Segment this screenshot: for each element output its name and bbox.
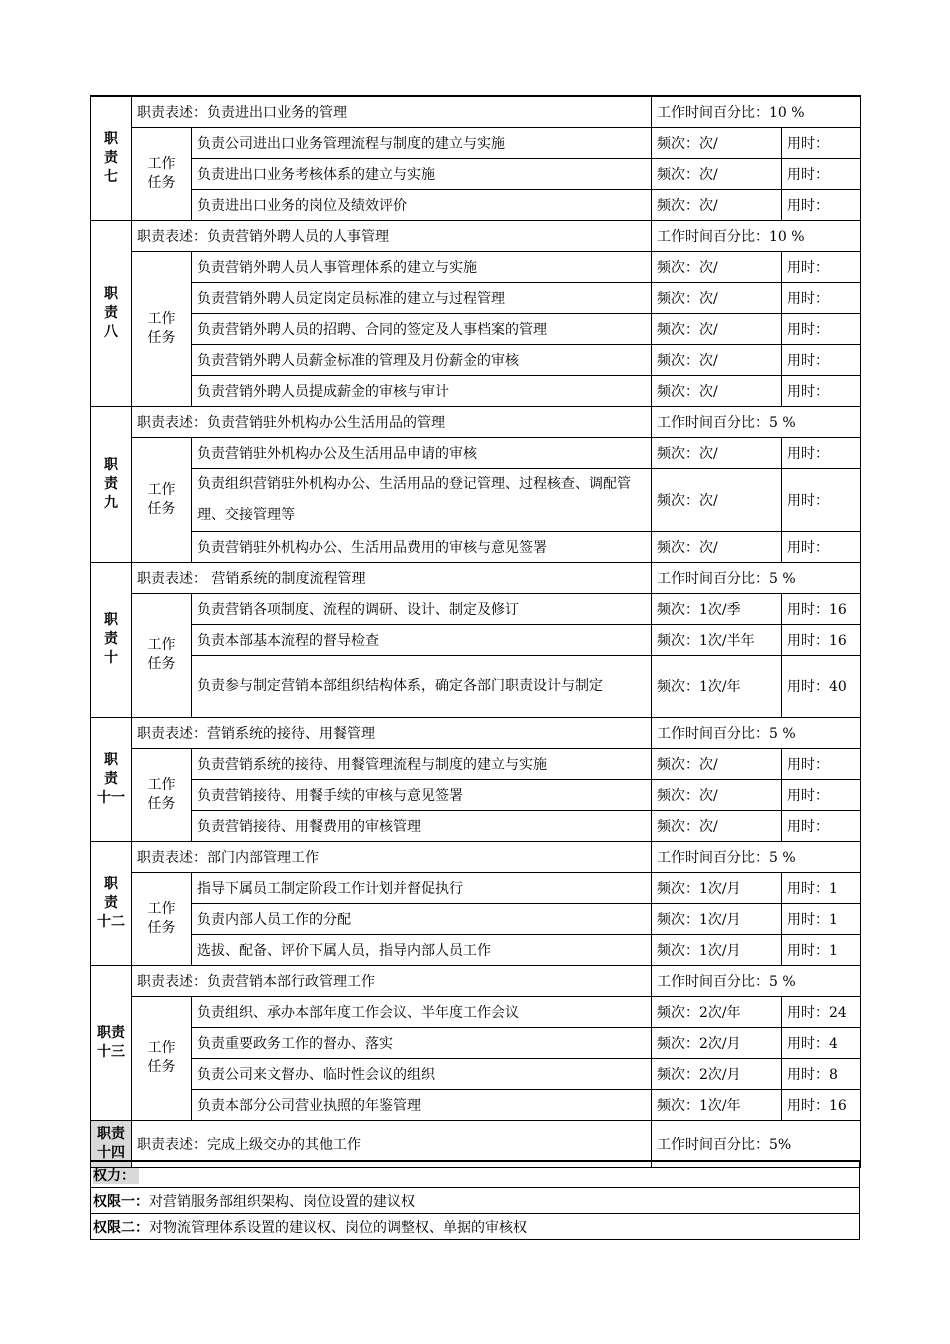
- task-usage: [782, 779, 861, 810]
- task-row: [91, 437, 861, 468]
- time-percent-label: 工作时间百分比：: [657, 228, 769, 245]
- duty-block-char: 十三: [97, 1043, 125, 1060]
- usage-value: 8: [829, 1066, 838, 1083]
- task-label-line1: 工作: [147, 310, 176, 327]
- task-label-line2: 任务: [147, 329, 176, 346]
- task-row: [91, 996, 861, 1027]
- task-usage: [782, 127, 861, 158]
- duty-block-label: [91, 717, 132, 841]
- duty-block-char: 职: [104, 875, 118, 892]
- task-text: 负责组织、承办本部年度工作会议、半年度工作会议: [192, 996, 652, 1027]
- task-text: 负责公司进出口业务管理流程与制度的建立与实施: [192, 127, 652, 158]
- task-usage: [782, 251, 861, 282]
- duty-description: [132, 562, 652, 593]
- task-usage: [782, 748, 861, 779]
- duty-block-char: 十四: [97, 1144, 125, 1161]
- task-label-line2: 任务: [147, 1059, 176, 1075]
- duty-block-char: 职: [104, 612, 118, 628]
- duty-block-char: 职: [104, 285, 118, 302]
- duty-block-char: 九: [104, 494, 118, 511]
- frequency-label: 频次：: [657, 818, 699, 835]
- task-label-line1: 工作: [147, 1040, 176, 1056]
- usage-label: 用时：: [787, 259, 829, 276]
- usage-label: 用时：: [787, 679, 829, 695]
- frequency-value: 次/: [699, 166, 718, 183]
- frequency-value: 次/: [699, 818, 718, 835]
- frequency-value: 次/: [699, 352, 718, 369]
- frequency-value: 次/: [699, 787, 718, 804]
- duty-description-text: 营销系统的接待、用餐管理: [207, 725, 375, 742]
- task-frequency: [652, 375, 782, 406]
- frequency-label: 频次：: [657, 679, 699, 695]
- task-text: 负责进出口业务考核体系的建立与实施: [192, 158, 652, 189]
- duty-time-percent: [652, 406, 861, 437]
- frequency-value: 1次/年: [699, 1097, 741, 1114]
- frequency-label: 频次：: [657, 1066, 699, 1083]
- task-frequency: [652, 810, 782, 841]
- frequency-value: 次/: [699, 290, 718, 307]
- task-text: 选拔、配备、评价下属人员，指导内部人员工作: [192, 934, 652, 965]
- duty-description: [132, 406, 652, 437]
- usage-value: 40: [829, 679, 847, 695]
- usage-label: 用时：: [787, 445, 829, 462]
- frequency-label: 频次：: [657, 756, 699, 773]
- task-label-line2: 任务: [147, 500, 176, 517]
- duty-description-label: 职责表述：: [137, 849, 207, 866]
- task-label: [132, 593, 192, 717]
- time-percent-label: 工作时间百分比：: [657, 414, 769, 431]
- duty-description-label: 职责表述：: [137, 228, 207, 245]
- task-row: [91, 1027, 861, 1058]
- task-row: [91, 593, 861, 624]
- task-usage: [782, 903, 861, 934]
- task-usage: [782, 934, 861, 965]
- duty-description-label: 职责表述：: [137, 570, 207, 587]
- duty-description-label: 职责表述：: [137, 414, 207, 431]
- task-label: [132, 437, 192, 562]
- right-row-2: [91, 1214, 860, 1240]
- task-frequency: [652, 1027, 782, 1058]
- task-text: 负责营销驻外机构办公、生活用品费用的审核与意见签署: [192, 531, 652, 562]
- frequency-label: 频次：: [657, 166, 699, 183]
- frequency-label: 频次：: [657, 632, 699, 649]
- duty-block-char: 十二: [97, 913, 125, 930]
- frequency-label: 频次：: [657, 445, 699, 462]
- task-usage: [782, 872, 861, 903]
- task-frequency: [652, 903, 782, 934]
- frequency-label: 频次：: [657, 135, 699, 152]
- task-label-line1: 工作: [147, 481, 176, 498]
- task-frequency: [652, 1089, 782, 1120]
- duties-table: [90, 95, 861, 1168]
- usage-label: 用时：: [787, 383, 829, 400]
- duty-description-text: 完成上级交办的其他工作: [207, 1136, 361, 1153]
- task-row: [91, 903, 861, 934]
- task-frequency: [652, 1058, 782, 1089]
- task-text: 负责营销系统的接待、用餐管理流程与制度的建立与实施: [192, 748, 652, 779]
- usage-label: 用时：: [787, 197, 829, 214]
- task-label: [132, 127, 192, 220]
- usage-label: 用时：: [787, 818, 829, 835]
- task-frequency: [652, 748, 782, 779]
- duty-time-percent: [652, 717, 861, 748]
- time-percent-value: 5 %: [769, 414, 796, 431]
- task-usage: [782, 158, 861, 189]
- task-frequency: [652, 344, 782, 375]
- task-frequency: [652, 593, 782, 624]
- frequency-label: 频次：: [657, 601, 699, 618]
- task-label-line1: 工作: [147, 900, 176, 917]
- duty-description: [132, 220, 652, 251]
- duty-header-row: [91, 841, 861, 872]
- duty-block-label: [91, 220, 132, 406]
- task-frequency: [652, 251, 782, 282]
- task-text: 负责营销外聘人员的招聘、合同的签定及人事档案的管理: [192, 313, 652, 344]
- usage-label: 用时：: [787, 942, 829, 959]
- time-percent-label: 工作时间百分比：: [657, 104, 769, 121]
- time-percent-value: 10 %: [769, 228, 805, 245]
- task-usage: [782, 624, 861, 655]
- time-percent-label: 工作时间百分比：: [657, 570, 769, 587]
- task-text: 负责营销外聘人员提成薪金的审核与审计: [192, 375, 652, 406]
- frequency-value: 次/: [699, 259, 718, 276]
- task-label-line2: 任务: [147, 174, 176, 191]
- duty-description: [132, 841, 652, 872]
- task-frequency: [652, 624, 782, 655]
- task-text: 负责内部人员工作的分配: [192, 903, 652, 934]
- duty-time-percent: [652, 220, 861, 251]
- usage-label: 用时：: [787, 166, 829, 183]
- frequency-value: 2次/年: [699, 1004, 741, 1021]
- task-frequency: [652, 531, 782, 562]
- task-text: 负责营销外聘人员人事管理体系的建立与实施: [192, 251, 652, 282]
- duty-block-label: [91, 406, 132, 562]
- duty-block-char: 职: [104, 130, 118, 147]
- task-usage: [782, 1089, 861, 1120]
- task-row: [91, 624, 861, 655]
- task-text: 负责营销驻外机构办公及生活用品申请的审核: [192, 437, 652, 468]
- duty-block-label: [91, 562, 132, 717]
- task-text: 负责营销接待、用餐手续的审核与意见签署: [192, 779, 652, 810]
- duty-block-char: 责: [104, 475, 118, 492]
- duty-description-text: 负责进出口业务的管理: [207, 104, 347, 121]
- task-usage: [782, 1027, 861, 1058]
- task-row: [91, 375, 861, 406]
- task-usage: [782, 344, 861, 375]
- task-row: [91, 810, 861, 841]
- task-label-line1: 工作: [147, 155, 176, 172]
- duty-description-text: 负责营销外聘人员的人事管理: [207, 228, 389, 245]
- task-usage: [782, 996, 861, 1027]
- task-row: [91, 158, 861, 189]
- usage-label: 用时：: [787, 321, 829, 338]
- time-percent-value: 5 %: [769, 570, 796, 587]
- time-percent-value: 5 %: [769, 725, 796, 742]
- frequency-label: 频次：: [657, 352, 699, 369]
- task-row: [91, 344, 861, 375]
- duty-header-row: [91, 96, 861, 127]
- duty-block-char: 职责: [97, 1125, 125, 1142]
- duty-description-text: 负责营销本部行政管理工作: [207, 973, 375, 990]
- task-frequency: [652, 189, 782, 220]
- task-row: [91, 468, 861, 531]
- time-percent-label: 工作时间百分比：: [657, 1136, 769, 1153]
- duty-time-percent: [652, 96, 861, 127]
- task-frequency: [652, 282, 782, 313]
- task-frequency: [652, 158, 782, 189]
- usage-label: 用时：: [787, 352, 829, 369]
- duty-description-label: 职责表述：: [137, 973, 207, 990]
- task-label-line1: 工作: [147, 637, 176, 653]
- duty-block-char: 责: [104, 631, 118, 647]
- duty-block-char: 责: [104, 894, 118, 911]
- duty-description: [132, 96, 652, 127]
- authority-table: [90, 1160, 860, 1240]
- frequency-label: 频次：: [657, 787, 699, 804]
- task-usage: [782, 313, 861, 344]
- frequency-value: 次/: [699, 383, 718, 400]
- duty-block-label: [91, 96, 132, 220]
- frequency-value: 次/: [699, 197, 718, 214]
- authority-row: [91, 1161, 860, 1188]
- duty-block-char: 职责: [97, 1024, 125, 1041]
- task-usage: [782, 282, 861, 313]
- task-row: [91, 127, 861, 158]
- duty-block-char: 八: [104, 323, 118, 340]
- task-row: [91, 189, 861, 220]
- task-text: 负责公司来文督办、临时性会议的组织: [192, 1058, 652, 1089]
- task-usage: [782, 189, 861, 220]
- duty-time-percent: [652, 562, 861, 593]
- frequency-value: 1次/月: [699, 911, 741, 928]
- task-row: [91, 872, 861, 903]
- task-label-line2: 任务: [147, 656, 176, 672]
- frequency-value: 次/: [699, 756, 718, 773]
- frequency-value: 次/: [699, 135, 718, 152]
- task-row: [91, 779, 861, 810]
- frequency-value: 1次/月: [699, 880, 741, 897]
- time-percent-value: 5 %: [769, 973, 796, 990]
- right-2-text: 对物流管理体系设置的建议权、岗位的调整权、单据的审核权: [149, 1219, 527, 1236]
- frequency-label: 频次：: [657, 911, 699, 928]
- task-text: 负责本部分公司营业执照的年鉴管理: [192, 1089, 652, 1120]
- duty-description: [132, 717, 652, 748]
- duty-block-char: 责: [104, 304, 118, 321]
- duty-block-char: 十: [104, 650, 118, 666]
- time-percent-label: 工作时间百分比：: [657, 725, 769, 742]
- task-row: [91, 1089, 861, 1120]
- frequency-label: 频次：: [657, 942, 699, 959]
- time-percent-value: 10 %: [769, 104, 805, 121]
- usage-label: 用时：: [787, 1097, 829, 1114]
- task-usage: [782, 593, 861, 624]
- task-text: 负责营销外聘人员定岗定员标准的建立与过程管理: [192, 282, 652, 313]
- task-frequency: [652, 872, 782, 903]
- duty-description-label: 职责表述：: [137, 725, 207, 742]
- task-frequency: [652, 934, 782, 965]
- task-usage: [782, 375, 861, 406]
- duty-header-row: [91, 562, 861, 593]
- frequency-label: 频次：: [657, 321, 699, 338]
- duty-time-percent: [652, 965, 861, 996]
- usage-label: 用时：: [787, 539, 829, 556]
- task-label: [132, 748, 192, 841]
- duty-description-label: 职责表述：: [137, 1136, 207, 1153]
- right-1-text: 对营销服务部组织架构、岗位设置的建议权: [149, 1193, 415, 1210]
- frequency-value: 次/: [699, 445, 718, 462]
- task-label-line2: 任务: [147, 795, 176, 812]
- usage-value: 16: [829, 1097, 847, 1114]
- frequency-value: 2次/月: [699, 1035, 741, 1052]
- frequency-label: 频次：: [657, 492, 699, 509]
- usage-value: 1: [829, 942, 838, 959]
- duty-description-text: 部门内部管理工作: [207, 849, 319, 866]
- frequency-value: 2次/月: [699, 1066, 741, 1083]
- duty-description-text: 营销系统的制度流程管理: [207, 570, 366, 587]
- usage-label: 用时：: [787, 756, 829, 773]
- authority-label: 权力：: [93, 1168, 139, 1184]
- duty-description: [132, 965, 652, 996]
- usage-value: 16: [829, 601, 847, 618]
- time-percent-label: 工作时间百分比：: [657, 849, 769, 866]
- task-text: 负责营销各项制度、流程的调研、设计、制定及修订: [192, 593, 652, 624]
- frequency-label: 频次：: [657, 383, 699, 400]
- duty-description-text: 负责营销驻外机构办公生活用品的管理: [207, 414, 445, 431]
- frequency-label: 频次：: [657, 1035, 699, 1052]
- frequency-label: 频次：: [657, 290, 699, 307]
- frequency-label: 频次：: [657, 1004, 699, 1021]
- duty-description-label: 职责表述：: [137, 104, 207, 121]
- duties-body: [91, 96, 861, 1167]
- usage-value: 16: [829, 632, 847, 649]
- task-usage: [782, 810, 861, 841]
- task-text: 负责重要政务工作的督办、落实: [192, 1027, 652, 1058]
- duty-block-char: 十一: [97, 789, 125, 806]
- task-text: 负责营销外聘人员薪金标准的管理及月份薪金的审核: [192, 344, 652, 375]
- duty-header-row: [91, 220, 861, 251]
- frequency-value: 次/: [699, 492, 718, 509]
- duty-block-char: 责: [104, 149, 118, 166]
- time-percent-label: 工作时间百分比：: [657, 973, 769, 990]
- usage-label: 用时：: [787, 911, 829, 928]
- duty-block-char: 职: [104, 751, 118, 768]
- frequency-label: 频次：: [657, 259, 699, 276]
- duty-header-row: [91, 717, 861, 748]
- task-row: [91, 748, 861, 779]
- right-row-1: [91, 1188, 860, 1214]
- task-label: [132, 996, 192, 1120]
- frequency-label: 频次：: [657, 197, 699, 214]
- usage-label: 用时：: [787, 290, 829, 307]
- time-percent-value: 5%: [769, 1136, 792, 1153]
- task-row: [91, 655, 861, 717]
- task-label: [132, 872, 192, 965]
- frequency-label: 频次：: [657, 1097, 699, 1114]
- usage-label: 用时：: [787, 135, 829, 152]
- usage-label: 用时：: [787, 1035, 829, 1052]
- duty-header-row: [91, 406, 861, 437]
- usage-value: 24: [829, 1004, 847, 1021]
- task-text: 负责组织营销驻外机构办公、生活用品的登记管理、过程核查、调配管理、交接管理等: [192, 468, 652, 531]
- task-label-line2: 任务: [147, 919, 176, 936]
- task-row: [91, 531, 861, 562]
- frequency-value: 1次/季: [699, 601, 741, 618]
- task-usage: [782, 655, 861, 717]
- task-row: [91, 282, 861, 313]
- task-usage: [782, 531, 861, 562]
- usage-label: 用时：: [787, 880, 829, 897]
- task-frequency: [652, 437, 782, 468]
- usage-label: 用时：: [787, 1004, 829, 1021]
- duty-block-char: 七: [104, 168, 118, 185]
- task-text: 负责进出口业务的岗位及绩效评价: [192, 189, 652, 220]
- time-percent-value: 5 %: [769, 849, 796, 866]
- frequency-value: 1次/半年: [699, 632, 755, 649]
- task-text: 负责参与制定营销本部组织结构体系，确定各部门职责设计与制定: [192, 655, 652, 717]
- usage-label: 用时：: [787, 601, 829, 618]
- frequency-value: 次/: [699, 539, 718, 556]
- task-frequency: [652, 779, 782, 810]
- task-label-line1: 工作: [147, 776, 176, 793]
- task-row: [91, 1058, 861, 1089]
- duty-block-label: [91, 965, 132, 1120]
- frequency-value: 次/: [699, 321, 718, 338]
- frequency-value: 1次/年: [699, 679, 741, 695]
- duty-block-char: 职: [104, 456, 118, 473]
- usage-label: 用时：: [787, 492, 829, 509]
- right-1-label: 权限一：: [93, 1193, 149, 1210]
- usage-label: 用时：: [787, 787, 829, 804]
- frequency-label: 频次：: [657, 880, 699, 897]
- task-frequency: [652, 313, 782, 344]
- usage-label: 用时：: [787, 632, 829, 649]
- task-usage: [782, 437, 861, 468]
- task-usage: [782, 468, 861, 531]
- duty-block-label: [91, 841, 132, 965]
- task-text: 负责营销接待、用餐费用的审核管理: [192, 810, 652, 841]
- task-row: [91, 313, 861, 344]
- usage-value: 1: [829, 911, 838, 928]
- right-2-label: 权限二：: [93, 1219, 149, 1236]
- task-row: [91, 251, 861, 282]
- duty-header-row: [91, 965, 861, 996]
- task-text: 指导下属员工制定阶段工作计划并督促执行: [192, 872, 652, 903]
- usage-value: 1: [829, 880, 838, 897]
- task-frequency: [652, 655, 782, 717]
- task-label: [132, 251, 192, 406]
- task-text: 负责本部基本流程的督导检查: [192, 624, 652, 655]
- duty-time-percent: [652, 841, 861, 872]
- task-row: [91, 934, 861, 965]
- task-frequency: [652, 996, 782, 1027]
- usage-value: 4: [829, 1035, 838, 1052]
- frequency-label: 频次：: [657, 539, 699, 556]
- task-usage: [782, 1058, 861, 1089]
- task-frequency: [652, 127, 782, 158]
- frequency-value: 1次/月: [699, 942, 741, 959]
- task-frequency: [652, 468, 782, 531]
- duty-block-char: 责: [104, 770, 118, 787]
- usage-label: 用时：: [787, 1066, 829, 1083]
